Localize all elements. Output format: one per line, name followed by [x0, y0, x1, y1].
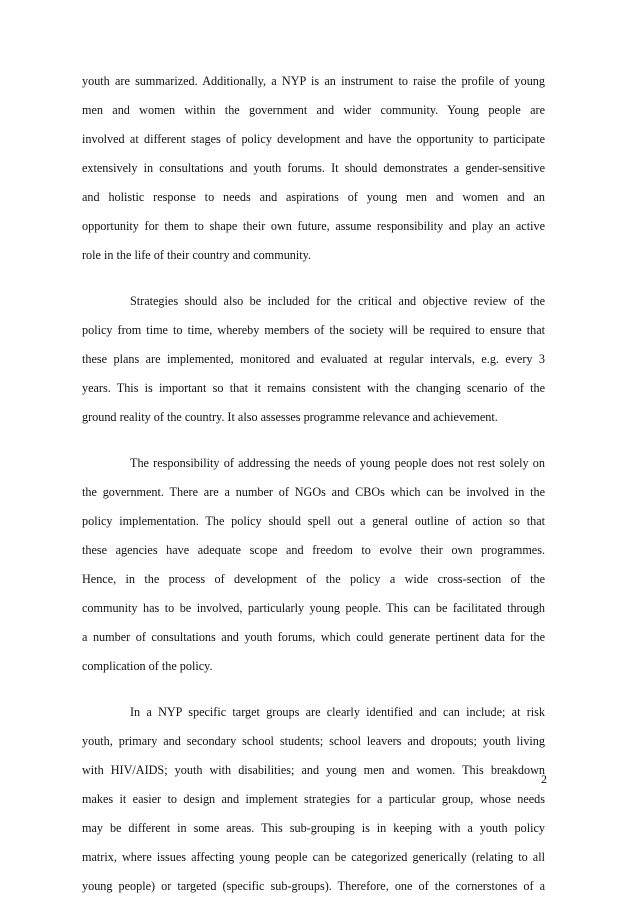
text-line: with HIV/AIDS; youth with disabilities; and young men and women. This breakdown — [82, 763, 545, 777]
text-line: youth are summarized. Additionally, a NYP is an instrument to raise the profile of young — [82, 74, 545, 88]
paragraph-3 — [82, 449, 545, 681]
text-line: years. This is important so that it remains consistent with the changing scenario of the — [82, 381, 545, 395]
text-line: The responsibility of addressing the needs of young people does not rest solely on — [130, 456, 545, 470]
body-text — [82, 67, 545, 918]
text-line: men and women within the government and wider community. Young people are — [82, 103, 545, 117]
text-line: involved at different stages of policy development and have the opportunity to participate — [82, 132, 545, 146]
text-line: ground reality of the country. It also assesses programme relevance and achievement. — [82, 410, 498, 424]
text-line: policy implementation. The policy should spell out a general outline of action so that — [82, 514, 545, 528]
text-line: and holistic response to needs and aspirations of young men and women and an — [82, 190, 545, 204]
text-line: matrix, where issues affecting young people can be categorized generically (relating to all — [82, 850, 545, 864]
text-line: may be different in some areas. This sub-grouping is in keeping with a youth policy — [82, 821, 545, 835]
paragraph-1 — [82, 67, 545, 270]
text-line: In a NYP specific target groups are clearly identified and can include; at risk — [130, 705, 545, 719]
paragraph-2 — [82, 287, 545, 432]
text-line: young people) or targeted (specific sub-groups). Therefore, one of the cornerstones of a — [82, 879, 545, 893]
text-line: these plans are implemented, monitored and evaluated at regular intervals, e.g. every 3 — [82, 352, 545, 366]
text-line: Hence, in the process of development of the policy a wide cross-section of the — [82, 572, 545, 586]
text-line: Strategies should also be included for the critical and objective review of the — [130, 294, 545, 308]
text-line: complication of the policy. — [82, 659, 213, 673]
text-line: makes it easier to design and implement strategies for a particular group, whose needs — [82, 792, 545, 806]
text-line: the government. There are a number of NGOs and CBOs which can be involved in the — [82, 485, 545, 499]
text-line: these agencies have adequate scope and freedom to evolve their own programmes. — [82, 543, 545, 557]
text-line: youth, primary and secondary school students; school leavers and dropouts; youth living — [82, 734, 545, 748]
text-line: role in the life of their country and community. — [82, 248, 312, 262]
text-line: opportunity for them to shape their own future, assume responsibility and play an active — [82, 219, 545, 233]
text-line: extensively in consultations and youth forums. It should demonstrates a gender-sensitive — [82, 161, 545, 175]
text-line: policy from time to time, whereby members of the society will be required to ensure that — [82, 323, 545, 337]
page-number: 2 — [541, 772, 547, 786]
paragraph-4 — [82, 698, 545, 901]
text-line: a number of consultations and youth forums, which could generate pertinent data for the — [82, 630, 545, 644]
text-line: community has to be involved, particularly young people. This can be facilitated through — [82, 601, 545, 615]
